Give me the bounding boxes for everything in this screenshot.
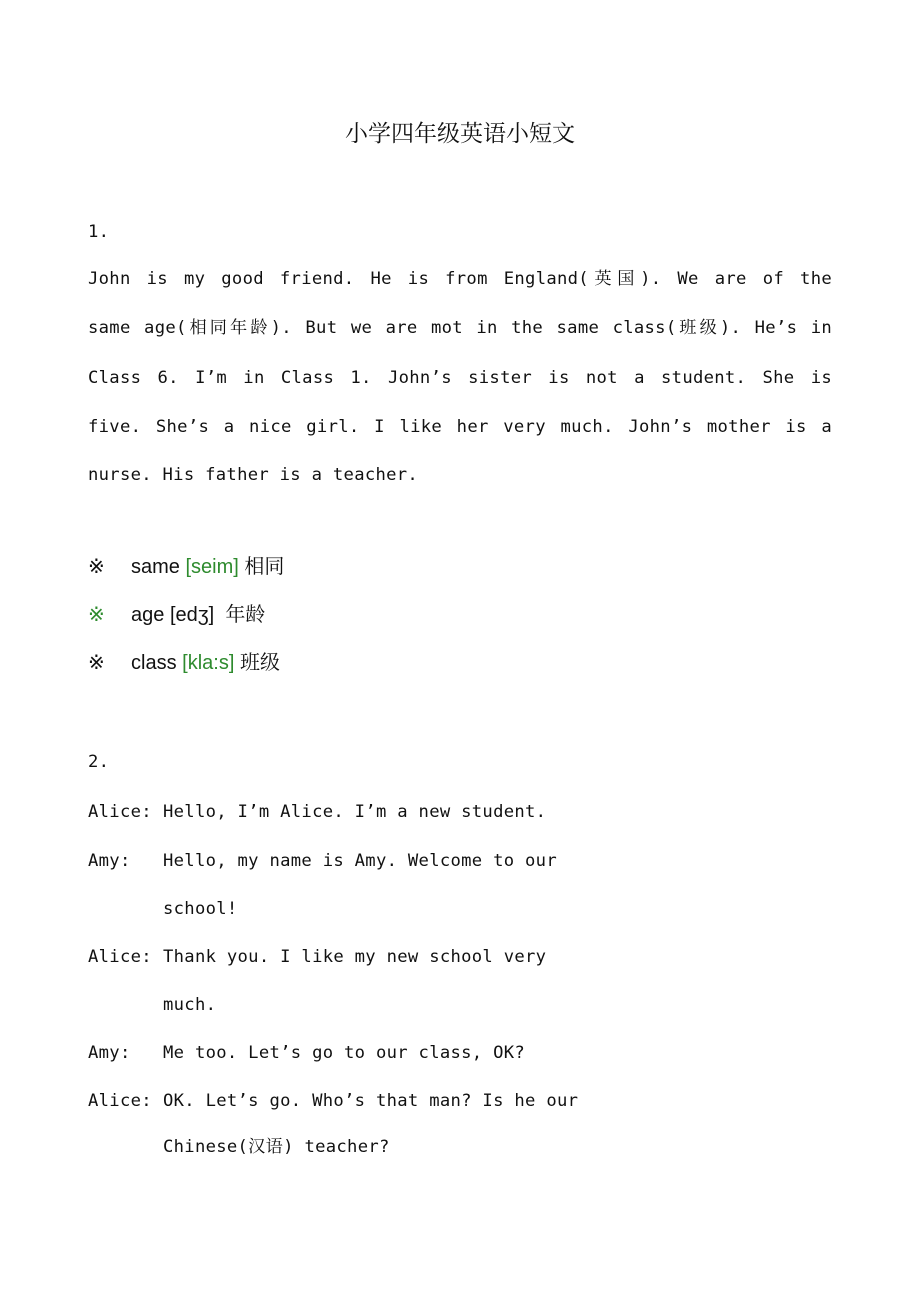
- dialogue-continuation: much.: [163, 995, 217, 1015]
- reference-mark-icon: ※: [88, 652, 105, 674]
- vocab-item: [88, 553, 284, 581]
- paragraph-line-2: same age(相同年龄). But we are mot in the same class(班级). He’s in: [88, 318, 832, 338]
- dialogue-speaker: Alice:: [88, 1091, 152, 1111]
- dialogue-speaker: Amy:: [88, 1043, 131, 1063]
- dialogue-line: [88, 799, 546, 825]
- dialogue-line: [88, 944, 546, 970]
- vocab-meaning: 相同: [244, 556, 285, 578]
- dialogue-line: [88, 1088, 578, 1114]
- paragraph-line-3: Class 6. I’m in Class 1. John’s sister is not a student. She is: [88, 368, 832, 388]
- dialogue-text: OK. Let’s go. Who’s that man? Is he our: [163, 1091, 579, 1111]
- dialogue-continuation: Chinese(汉语) teacher?: [163, 1137, 390, 1157]
- vocab-word: class: [131, 652, 177, 674]
- dialogue-speaker: Alice:: [88, 947, 152, 967]
- vocab-item: [88, 601, 265, 629]
- dialogue-text: Hello, my name is Amy. Welcome to our: [163, 851, 557, 871]
- vocab-word: same: [131, 556, 180, 578]
- dialogue-text: Me too. Let’s go to our class, OK?: [163, 1043, 526, 1063]
- vocab-item: [88, 649, 280, 677]
- paragraph-line-4: five. She’s a nice girl. I like her very much. John’s mother is a: [88, 417, 832, 437]
- dialogue-text: Thank you. I like my new school very: [163, 947, 547, 967]
- paragraph-line-1: John is my good friend. He is from England(英国). We are of the: [88, 269, 832, 289]
- vocab-meaning: 年龄: [225, 604, 266, 626]
- reference-mark-icon: ※: [88, 556, 105, 578]
- section-2-number: 2.: [88, 752, 110, 772]
- paragraph-line-5: nurse. His father is a teacher.: [88, 465, 419, 485]
- dialogue-line: [88, 848, 557, 874]
- vocab-word: age: [131, 604, 165, 626]
- reference-mark-icon: ※: [88, 604, 105, 626]
- dialogue-line: [88, 1040, 525, 1066]
- vocab-meaning: 班级: [239, 652, 280, 674]
- dialogue-speaker: Amy:: [88, 851, 131, 871]
- vocab-phonetic: [edʒ]: [169, 604, 215, 626]
- dialogue-text: Hello, I’m Alice. I’m a new student.: [163, 802, 547, 822]
- document-title: 小学四年级英语小短文: [345, 121, 575, 147]
- dialogue-continuation: school!: [163, 899, 238, 919]
- vocab-phonetic: [kla:s]: [182, 652, 235, 674]
- vocab-phonetic: [seim]: [185, 556, 239, 578]
- section-1-number: 1.: [88, 222, 110, 242]
- dialogue-speaker: Alice:: [88, 802, 152, 822]
